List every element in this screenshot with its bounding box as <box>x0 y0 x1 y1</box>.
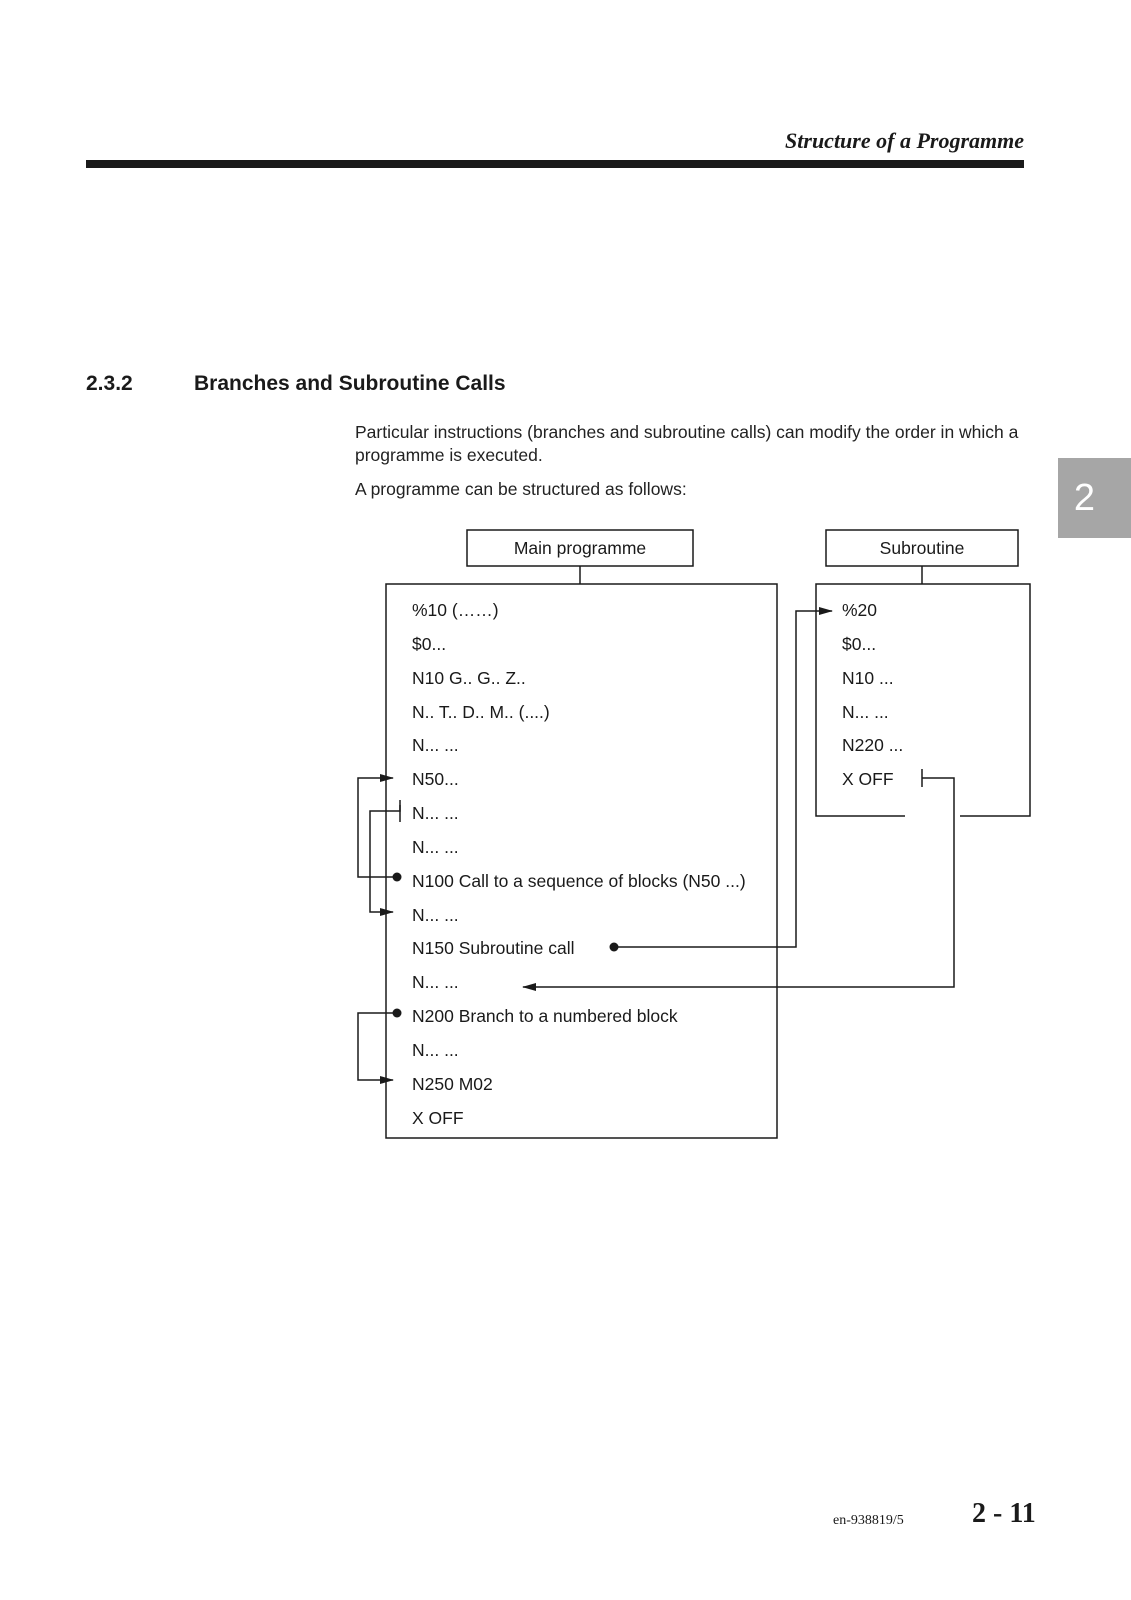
call-origin-dot <box>393 873 402 882</box>
main-line: N... ... <box>412 735 459 755</box>
subroutine-lines <box>842 600 903 789</box>
main-line: N200 Branch to a numbered block <box>412 1006 678 1026</box>
main-line: N... ... <box>412 1040 459 1060</box>
main-line: N50... <box>412 769 459 789</box>
chapter-tab: 2 <box>1058 458 1131 538</box>
main-line: N100 Call to a sequence of blocks (N50 ...) <box>412 871 746 891</box>
sub-line: %20 <box>842 600 878 620</box>
page-header-title: Structure of a Programme <box>785 128 1024 153</box>
subroutine-call-dot <box>610 943 619 952</box>
sub-line: X OFF <box>842 769 894 789</box>
main-programme-title: Main programme <box>513 538 647 558</box>
call-sequence-arrow <box>358 778 396 877</box>
paragraph-structure: A programme can be structured as follows: <box>355 479 687 499</box>
main-line: N... ... <box>412 905 459 925</box>
main-line: N... ... <box>412 837 459 857</box>
main-line: N.. T.. D.. M.. (....) <box>412 702 550 722</box>
main-line: N250 M02 <box>412 1074 493 1094</box>
document-code: en-938819/5 <box>833 1513 904 1528</box>
return-sequence-arrow <box>370 805 400 912</box>
section-title: Branches and Subroutine Calls <box>194 372 506 395</box>
page-number: 2 - 11 <box>972 1498 1036 1529</box>
main-line: N... ... <box>412 972 459 992</box>
branch-origin-dot <box>393 1009 402 1018</box>
main-line: $0... <box>412 634 447 654</box>
subroutine-call-arrow <box>614 611 832 947</box>
paragraph-intro: Particular instructions (branches and subroutine calls) can modify the order in which a programme is executed. <box>355 422 1019 465</box>
sub-line: N... ... <box>842 702 889 722</box>
main-programme-lines <box>412 600 746 1128</box>
main-line: %10 (……) <box>412 600 499 620</box>
main-line: N150 Subroutine call <box>412 938 575 958</box>
main-line: N10 G.. G.. Z.. <box>412 668 526 688</box>
branch-arrow <box>358 1013 396 1080</box>
main-line: N... ... <box>412 803 459 823</box>
sub-line: N220 ... <box>842 735 904 755</box>
sub-line: $0... <box>842 634 877 654</box>
main-line: X OFF <box>412 1108 464 1128</box>
subroutine-title: Subroutine <box>879 538 965 558</box>
sub-line: N10 ... <box>842 668 894 688</box>
section-number: 2.3.2 <box>86 372 133 395</box>
